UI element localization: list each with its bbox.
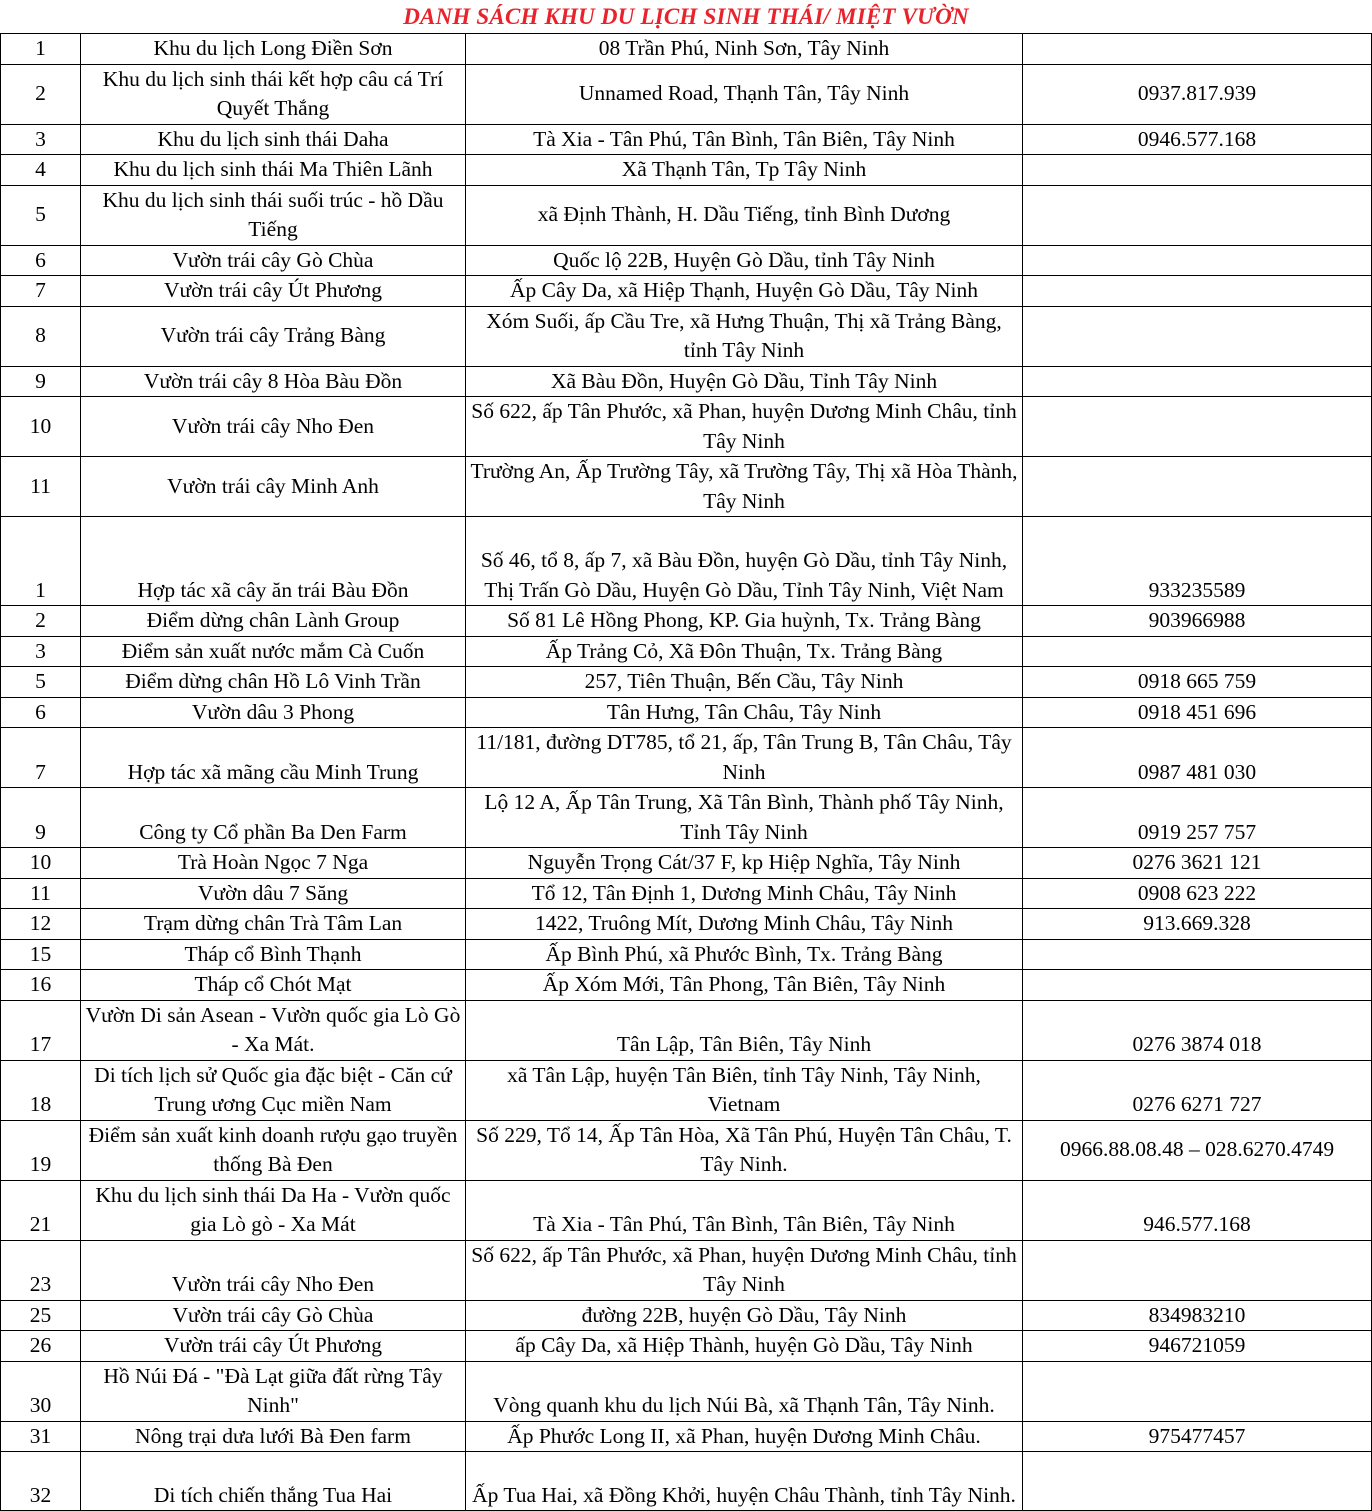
phone-cell: 0276 3621 121	[1023, 848, 1372, 879]
table-row	[1, 185, 1372, 245]
place-name-cell: Hồ Núi Đá - "Đà Lạt giữa đất rừng Tây Ninh"	[81, 1361, 466, 1421]
address-cell: xã Định Thành, H. Dầu Tiếng, tỉnh Bình Dương	[466, 185, 1023, 245]
table-row	[1, 697, 1372, 728]
table-row	[1, 64, 1372, 124]
page-title: DANH SÁCH KHU DU LỊCH SINH THÁI/ MIỆT VƯỜN	[403, 4, 969, 29]
row-number-cell: 6	[1, 697, 81, 728]
phone-cell	[1023, 939, 1372, 970]
row-number-cell: 21	[1, 1180, 81, 1240]
row-number-cell: 12	[1, 909, 81, 940]
phone-cell: 0918 451 696	[1023, 697, 1372, 728]
row-number-cell: 2	[1, 606, 81, 637]
address-cell: Lộ 12 A, Ấp Tân Trung, Xã Tân Bình, Thành phố Tây Ninh, Tỉnh Tây Ninh	[466, 788, 1023, 848]
address-cell: Trường An, Ấp Trường Tây, xã Trường Tây, Thị xã Hòa Thành, Tây Ninh	[466, 457, 1023, 517]
row-number-cell: 4	[1, 155, 81, 186]
place-name-cell: Khu du lịch sinh thái suối trúc - hồ Dầu Tiếng	[81, 185, 466, 245]
place-name-cell: Hợp tác xã cây ăn trái Bàu Đồn	[81, 517, 466, 606]
row-number-cell: 7	[1, 728, 81, 788]
phone-cell	[1023, 366, 1372, 397]
phone-cell: 975477457	[1023, 1421, 1372, 1452]
address-cell: 08 Trần Phú, Ninh Sơn, Tây Ninh	[466, 34, 1023, 65]
address-cell: Ấp Trảng Cỏ, Xã Đôn Thuận, Tx. Trảng Bàng	[466, 636, 1023, 667]
address-cell: Ấp Tua Hai, xã Đồng Khởi, huyện Châu Thành, tỉnh Tây Ninh.	[466, 1452, 1023, 1511]
place-name-cell: Tháp cổ Bình Thạnh	[81, 939, 466, 970]
table-row	[1, 1000, 1372, 1060]
place-name-cell: Di tích lịch sử Quốc gia đặc biệt - Căn cứ Trung ương Cục miền Nam	[81, 1060, 466, 1120]
place-name-cell: Khu du lịch sinh thái kết hợp câu cá Trí Quyết Thắng	[81, 64, 466, 124]
phone-cell: 834983210	[1023, 1300, 1372, 1331]
place-name-cell: Vườn trái cây Út Phương	[81, 1331, 466, 1362]
place-name-cell: Trạm dừng chân Trà Tâm Lan	[81, 909, 466, 940]
table-row	[1, 306, 1372, 366]
phone-cell: 933235589	[1023, 517, 1372, 606]
place-name-cell: Vườn dâu 3 Phong	[81, 697, 466, 728]
row-number-cell: 11	[1, 878, 81, 909]
row-number-cell: 1	[1, 517, 81, 606]
table-row	[1, 1240, 1372, 1300]
row-number-cell: 11	[1, 457, 81, 517]
phone-cell	[1023, 970, 1372, 1001]
address-cell: 1422, Truông Mít, Dương Minh Châu, Tây Ninh	[466, 909, 1023, 940]
row-number-cell: 2	[1, 64, 81, 124]
place-name-cell: Khu du lịch sinh thái Da Ha - Vườn quốc gia Lò gò - Xa Mát	[81, 1180, 466, 1240]
table-row	[1, 970, 1372, 1001]
row-number-cell: 17	[1, 1000, 81, 1060]
address-cell: Ấp Phước Long II, xã Phan, huyện Dương Minh Châu.	[466, 1421, 1023, 1452]
phone-cell	[1023, 1452, 1372, 1511]
address-cell: Tân Hưng, Tân Châu, Tây Ninh	[466, 697, 1023, 728]
place-name-cell: Nông trại dưa lưới Bà Đen farm	[81, 1421, 466, 1452]
place-name-cell: Điểm dừng chân Lành Group	[81, 606, 466, 637]
row-number-cell: 16	[1, 970, 81, 1001]
table-row	[1, 909, 1372, 940]
place-name-cell: Khu du lịch Long Điền Sơn	[81, 34, 466, 65]
table-row	[1, 848, 1372, 879]
table-row	[1, 366, 1372, 397]
row-number-cell: 26	[1, 1331, 81, 1362]
place-name-cell: Vườn Di sản Asean - Vườn quốc gia Lò Gò - Xa Mát.	[81, 1000, 466, 1060]
phone-cell: 0937.817.939	[1023, 64, 1372, 124]
table-row	[1, 1421, 1372, 1452]
table-row	[1, 34, 1372, 65]
address-cell: Xã Thạnh Tân, Tp Tây Ninh	[466, 155, 1023, 186]
phone-cell	[1023, 1240, 1372, 1300]
phone-cell	[1023, 457, 1372, 517]
table-row	[1, 245, 1372, 276]
phone-cell: 0918 665 759	[1023, 667, 1372, 698]
row-number-cell: 18	[1, 1060, 81, 1120]
table-row	[1, 155, 1372, 186]
phone-cell: 0908 623 222	[1023, 878, 1372, 909]
table-row	[1, 606, 1372, 637]
row-number-cell: 5	[1, 667, 81, 698]
place-name-cell: Vườn dâu 7 Săng	[81, 878, 466, 909]
table-row	[1, 397, 1372, 457]
row-number-cell: 32	[1, 1452, 81, 1511]
row-number-cell: 25	[1, 1300, 81, 1331]
phone-cell	[1023, 245, 1372, 276]
address-cell: Số 81 Lê Hồng Phong, KP. Gia huỳnh, Tx. Trảng Bàng	[466, 606, 1023, 637]
table-row	[1, 728, 1372, 788]
tourism-table	[0, 33, 1372, 1511]
row-number-cell: 19	[1, 1120, 81, 1180]
phone-cell: 0987 481 030	[1023, 728, 1372, 788]
place-name-cell: Di tích chiến thắng Tua Hai	[81, 1452, 466, 1511]
table-row	[1, 1452, 1372, 1511]
phone-cell: 0276 3874 018	[1023, 1000, 1372, 1060]
place-name-cell: Vườn trái cây Minh Anh	[81, 457, 466, 517]
place-name-cell: Trà Hoàn Ngọc 7 Nga	[81, 848, 466, 879]
table-row	[1, 1120, 1372, 1180]
row-number-cell: 7	[1, 276, 81, 307]
address-cell: Nguyễn Trọng Cát/37 F, kp Hiệp Nghĩa, Tây Ninh	[466, 848, 1023, 879]
address-cell: Tổ 12, Tân Định 1, Dương Minh Châu, Tây Ninh	[466, 878, 1023, 909]
table-row	[1, 517, 1372, 606]
phone-cell: 946.577.168	[1023, 1180, 1372, 1240]
place-name-cell: Vườn trái cây Út Phương	[81, 276, 466, 307]
address-cell: Tà Xia - Tân Phú, Tân Bình, Tân Biên, Tây Ninh	[466, 124, 1023, 155]
address-cell: ấp Cây Da, xã Hiệp Thành, huyện Gò Dầu, Tây Ninh	[466, 1331, 1023, 1362]
phone-cell: 913.669.328	[1023, 909, 1372, 940]
address-cell: xã Tân Lập, huyện Tân Biên, tỉnh Tây Ninh, Tây Ninh, Vietnam	[466, 1060, 1023, 1120]
place-name-cell: Khu du lịch sinh thái Daha	[81, 124, 466, 155]
place-name-cell: Vườn trái cây Gò Chùa	[81, 245, 466, 276]
table-row	[1, 457, 1372, 517]
row-number-cell: 8	[1, 306, 81, 366]
phone-cell	[1023, 34, 1372, 65]
place-name-cell: Công ty Cổ phần Ba Den Farm	[81, 788, 466, 848]
row-number-cell: 1	[1, 34, 81, 65]
phone-cell	[1023, 397, 1372, 457]
table-body	[1, 34, 1372, 1511]
place-name-cell: Hợp tác xã mãng cầu Minh Trung	[81, 728, 466, 788]
phone-cell: 0276 6271 727	[1023, 1060, 1372, 1120]
place-name-cell: Tháp cổ Chót Mạt	[81, 970, 466, 1001]
address-cell: Tân Lập, Tân Biên, Tây Ninh	[466, 1000, 1023, 1060]
address-cell: 257, Tiên Thuận, Bến Cầu, Tây Ninh	[466, 667, 1023, 698]
place-name-cell: Điểm dừng chân Hồ Lô Vinh Trần	[81, 667, 466, 698]
place-name-cell: Điểm sản xuất nước mắm Cà Cuốn	[81, 636, 466, 667]
row-number-cell: 6	[1, 245, 81, 276]
phone-cell: 0966.88.08.48 – 028.6270.4749	[1023, 1120, 1372, 1180]
table-row	[1, 1060, 1372, 1120]
place-name-cell: Vườn trái cây 8 Hòa Bàu Đồn	[81, 366, 466, 397]
place-name-cell: Vườn trái cây Nho Đen	[81, 397, 466, 457]
phone-cell: 0946.577.168	[1023, 124, 1372, 155]
phone-cell	[1023, 276, 1372, 307]
row-number-cell: 15	[1, 939, 81, 970]
table-row	[1, 1361, 1372, 1421]
address-cell: Ấp Bình Phú, xã Phước Bình, Tx. Trảng Bàng	[466, 939, 1023, 970]
phone-cell: 946721059	[1023, 1331, 1372, 1362]
row-number-cell: 30	[1, 1361, 81, 1421]
table-row	[1, 276, 1372, 307]
table-row	[1, 878, 1372, 909]
address-cell: Vòng quanh khu du lịch Núi Bà, xã Thạnh Tân, Tây Ninh.	[466, 1361, 1023, 1421]
table-row	[1, 636, 1372, 667]
address-cell: Số 46, tổ 8, ấp 7, xã Bàu Đồn, huyện Gò Dầu, tỉnh Tây Ninh, Thị Trấn Gò Dầu, Huyện Gò Dầu, Tỉnh Tây Ninh, Việt Nam	[466, 517, 1023, 606]
row-number-cell: 9	[1, 788, 81, 848]
phone-cell	[1023, 155, 1372, 186]
row-number-cell: 3	[1, 636, 81, 667]
phone-cell: 0919 257 757	[1023, 788, 1372, 848]
row-number-cell: 23	[1, 1240, 81, 1300]
address-cell: Quốc lộ 22B, Huyện Gò Dầu, tỉnh Tây Ninh	[466, 245, 1023, 276]
address-cell: Ấp Cây Da, xã Hiệp Thạnh, Huyện Gò Dầu, Tây Ninh	[466, 276, 1023, 307]
address-cell: Xóm Suối, ấp Cầu Tre, xã Hưng Thuận, Thị xã Trảng Bàng, tỉnh Tây Ninh	[466, 306, 1023, 366]
table-row	[1, 1180, 1372, 1240]
place-name-cell: Điểm sản xuất kinh doanh rượu gạo truyền thống Bà Đen	[81, 1120, 466, 1180]
address-cell: Tà Xia - Tân Phú, Tân Bình, Tân Biên, Tây Ninh	[466, 1180, 1023, 1240]
place-name-cell: Khu du lịch sinh thái Ma Thiên Lãnh	[81, 155, 466, 186]
place-name-cell: Vườn trái cây Trảng Bàng	[81, 306, 466, 366]
row-number-cell: 10	[1, 848, 81, 879]
address-cell: 11/181, đường DT785, tổ 21, ấp, Tân Trung B, Tân Châu, Tây Ninh	[466, 728, 1023, 788]
address-cell: Ấp Xóm Mới, Tân Phong, Tân Biên, Tây Ninh	[466, 970, 1023, 1001]
row-number-cell: 3	[1, 124, 81, 155]
place-name-cell: Vườn trái cây Gò Chùa	[81, 1300, 466, 1331]
table-row	[1, 939, 1372, 970]
address-cell: đường 22B, huyện Gò Dầu, Tây Ninh	[466, 1300, 1023, 1331]
row-number-cell: 9	[1, 366, 81, 397]
row-number-cell: 5	[1, 185, 81, 245]
address-cell: Số 229, Tổ 14, Ấp Tân Hòa, Xã Tân Phú, Huyện Tân Châu, T. Tây Ninh.	[466, 1120, 1023, 1180]
phone-cell	[1023, 306, 1372, 366]
phone-cell	[1023, 1361, 1372, 1421]
phone-cell	[1023, 185, 1372, 245]
phone-cell	[1023, 636, 1372, 667]
place-name-cell: Vườn trái cây Nho Đen	[81, 1240, 466, 1300]
address-cell: Số 622, ấp Tân Phước, xã Phan, huyện Dương Minh Châu, tỉnh Tây Ninh	[466, 1240, 1023, 1300]
row-number-cell: 10	[1, 397, 81, 457]
address-cell: Xã Bàu Đồn, Huyện Gò Dầu, Tỉnh Tây Ninh	[466, 366, 1023, 397]
table-row	[1, 1300, 1372, 1331]
table-row	[1, 124, 1372, 155]
table-row	[1, 1331, 1372, 1362]
table-row	[1, 788, 1372, 848]
row-number-cell: 31	[1, 1421, 81, 1452]
table-row	[1, 667, 1372, 698]
address-cell: Unnamed Road, Thạnh Tân, Tây Ninh	[466, 64, 1023, 124]
address-cell: Số 622, ấp Tân Phước, xã Phan, huyện Dương Minh Châu, tỉnh Tây Ninh	[466, 397, 1023, 457]
phone-cell: 903966988	[1023, 606, 1372, 637]
